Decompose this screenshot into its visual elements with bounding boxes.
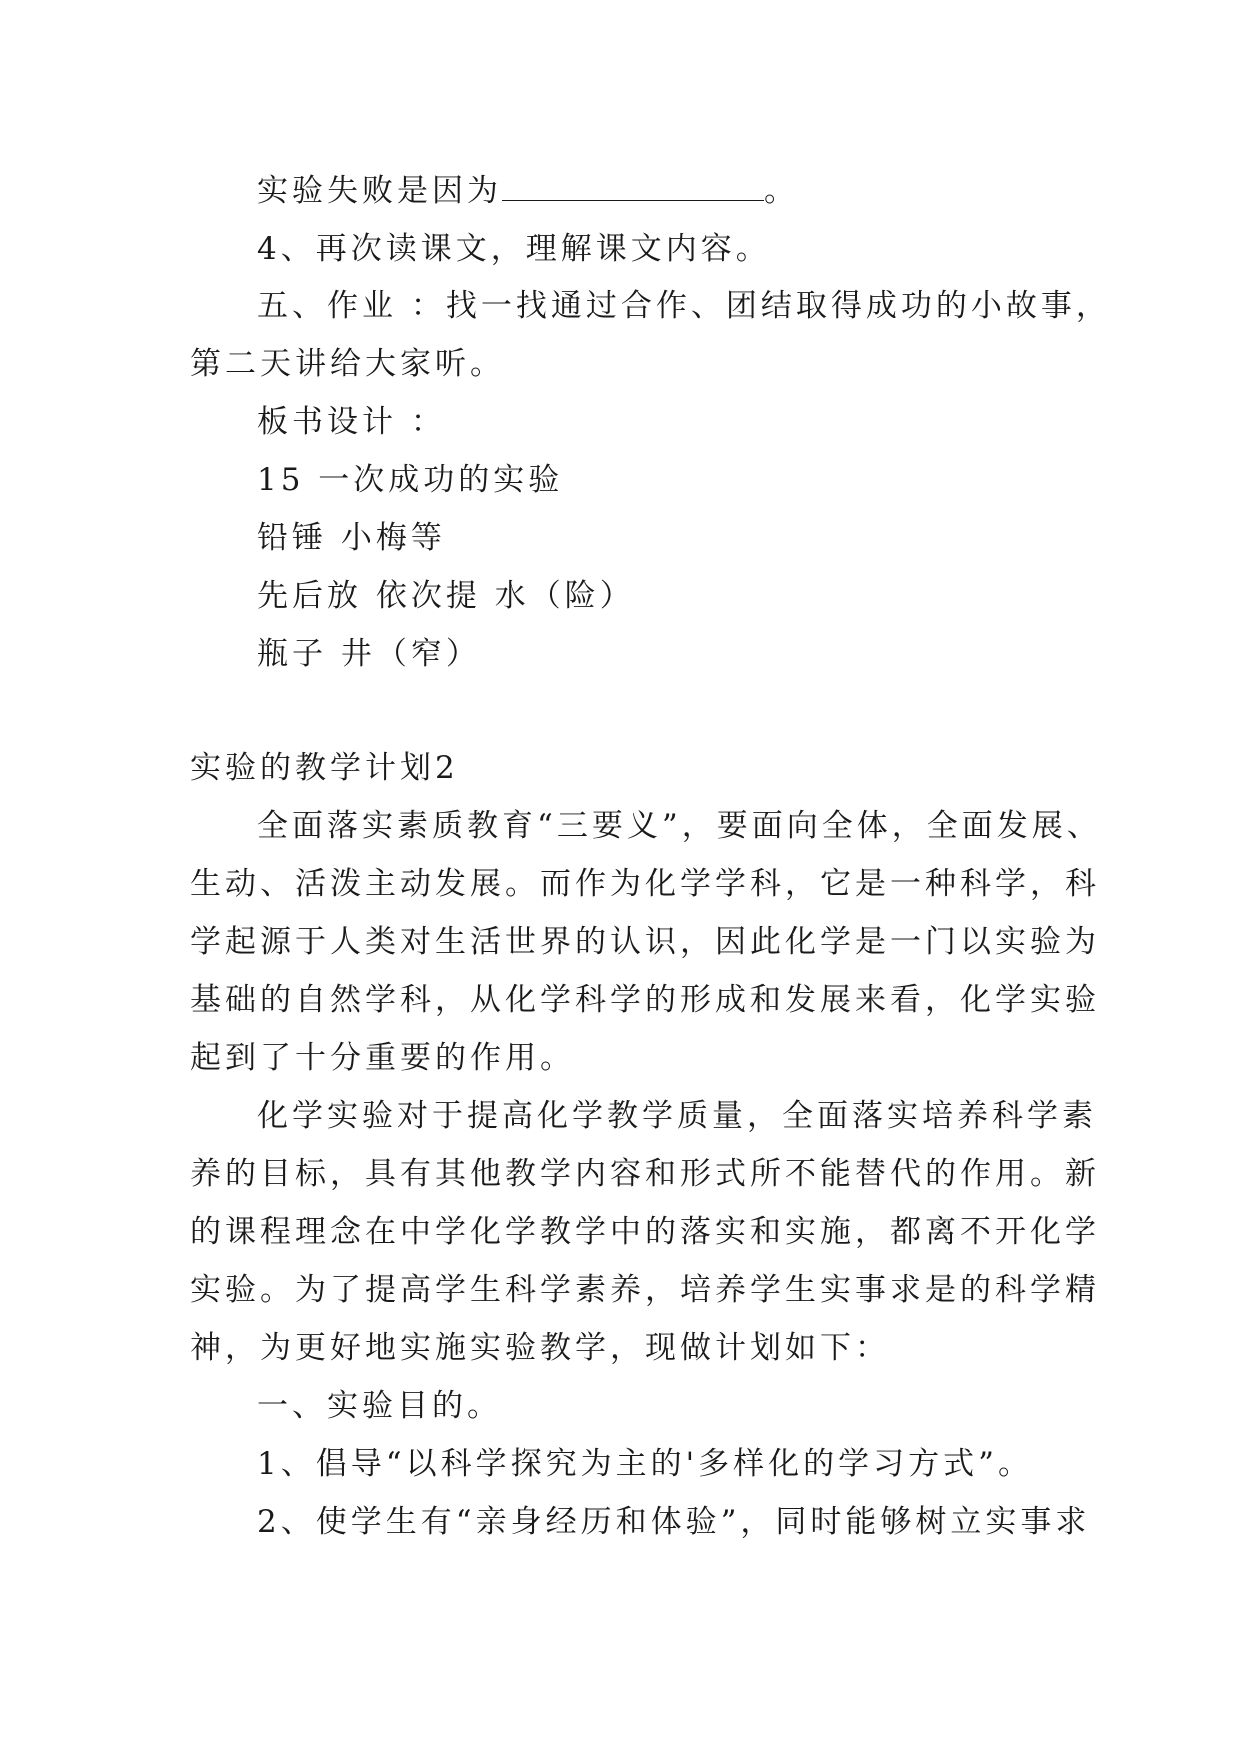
para1-line-5: 起到了十分重要的作用。 bbox=[190, 1040, 575, 1076]
board-design-heading: 板书设计 ： bbox=[257, 404, 446, 440]
para2-line-4: 实验。为了提高学生科学素养，培养学生实事求是的科学精 bbox=[190, 1272, 1100, 1308]
objective-item-1: 1、倡导“以科学探究为主的'多样化的学习方式”。 bbox=[257, 1446, 1033, 1482]
para2-line-1: 化学实验对于提高化学教学质量，全面落实培养科学素 bbox=[257, 1098, 1097, 1134]
para1-line-4: 基础的自然学科，从化学科学的形成和发展来看，化学实验 bbox=[190, 982, 1100, 1018]
fill-blank-line bbox=[257, 165, 799, 210]
homework-line-1: 五、作业 ：找一找通过合作、团结取得成功的小故事， bbox=[257, 288, 1111, 324]
objective-item-2: 2、使学生有“亲身经历和体验”，同时能够树立实事求 bbox=[257, 1504, 1091, 1540]
board-line-4: 瓶子 井（窄） bbox=[257, 636, 481, 672]
para1-line-3: 学起源于人类对生活世界的认识，因此化学是一门以实验为 bbox=[190, 924, 1100, 960]
para1-line-1: 全面落实素质教育“三要义”，要面向全体，全面发展、 bbox=[257, 808, 1102, 844]
para2-line-2: 养的目标，具有其他教学内容和形式所不能替代的作用。新 bbox=[190, 1156, 1100, 1192]
homework-line-2: 第二天讲给大家听。 bbox=[190, 346, 505, 382]
board-line-1: 15 一次成功的实验 bbox=[257, 462, 564, 498]
board-line-2: 铅锤 小梅等 bbox=[257, 520, 446, 556]
answer-blank bbox=[502, 178, 764, 201]
fill-blank-prefix: 实验失败是因为 bbox=[257, 173, 502, 209]
para2-line-5: 神，为更好地实施实验教学，现做计划如下： bbox=[190, 1330, 890, 1366]
board-line-3: 先后放 依次提 水（险） bbox=[257, 578, 635, 614]
para1-line-2: 生动、活泼主动发展。而作为化学学科，它是一种科学，科 bbox=[190, 866, 1100, 902]
fill-blank-suffix: 。 bbox=[764, 173, 799, 209]
step-4: 4、再次读课文，理解课文内容。 bbox=[257, 231, 771, 267]
objective-heading: 一、实验目的。 bbox=[257, 1388, 502, 1424]
section-title: 实验的教学计划2 bbox=[190, 750, 459, 786]
para2-line-3: 的课程理念在中学化学教学中的落实和实施，都离不开化学 bbox=[190, 1214, 1100, 1250]
